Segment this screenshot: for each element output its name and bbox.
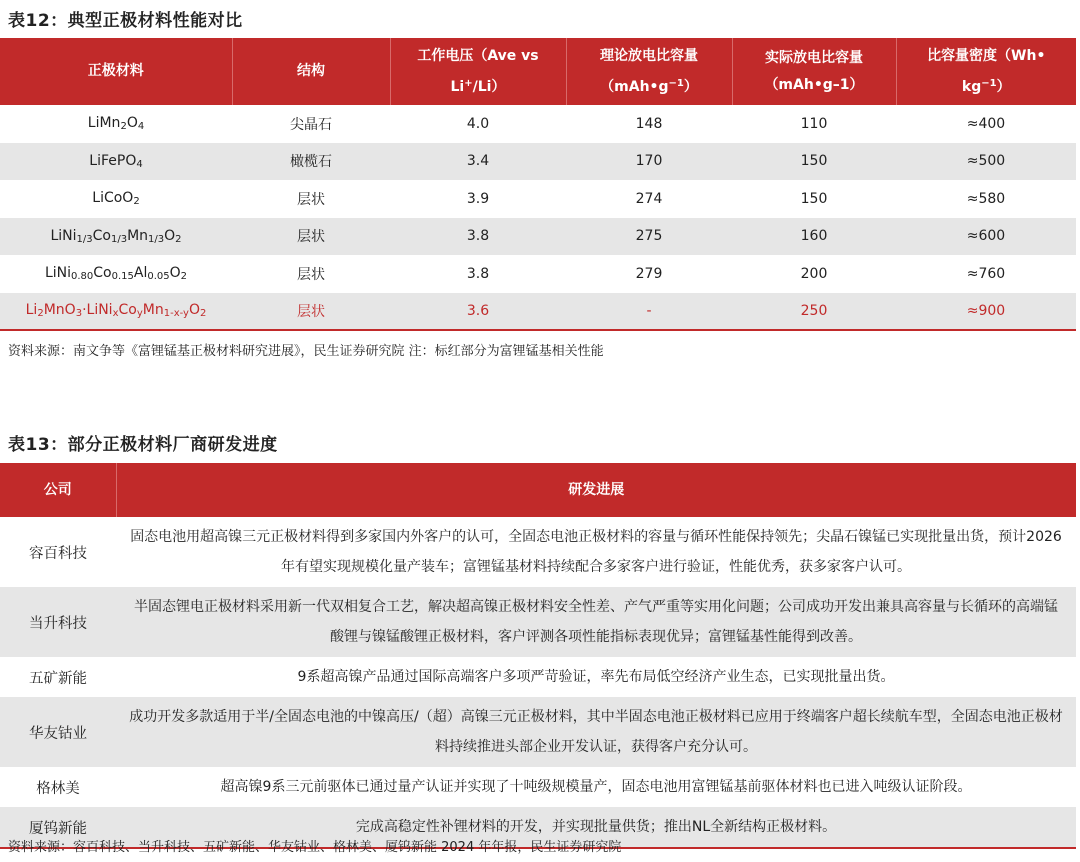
- structure-cell: 尖晶石: [290, 116, 332, 133]
- energy-density-cell: ≈500: [896, 143, 1076, 181]
- energy-density-cell: ≈900: [896, 293, 1076, 331]
- material-formula: $LiNi_{1/3}Co_{1/3}Mn_{1/3}O_2$: [0, 218, 232, 256]
- table-row: [0, 180, 1076, 218]
- table-row: [0, 767, 1076, 807]
- theoretical-capacity-cell: 274: [635, 190, 663, 207]
- progress-cell: 完成高稳定性补锂材料的开发，并实现批量供货；推出NL全新结构正极材料。: [116, 807, 1076, 848]
- material-formula: $LiMn_2O_4$: [87, 115, 145, 133]
- material-formula: LiFePO$_4$: [0, 143, 232, 181]
- header-voltage: 工作电压（Ave vs Li+/Li）: [390, 38, 566, 105]
- table-row: [0, 218, 1076, 256]
- progress-cell: 9系超高镍产品通过国际高端客户多项严苛验证，率先布局低空经济产业生态，已实现批量出货。: [297, 669, 895, 685]
- energy-density-cell: ≈600: [896, 218, 1076, 256]
- table13-source-note: 资料来源：容百科技、当升科技、五矿新能、华友钴业、格林美、厦钨新能 2024 年年报，民生证券研究院: [8, 840, 622, 855]
- table-row: [0, 143, 1076, 181]
- actual-capacity-cell: 150: [800, 190, 828, 207]
- table-row: [0, 105, 1076, 143]
- theoretical-capacity-cell: 170: [566, 143, 732, 181]
- theoretical-capacity-cell: -: [566, 293, 732, 331]
- manufacturer-progress-table: [0, 463, 1076, 849]
- table12-source-note: 资料来源：南文争等《富锂锰基正极材料研究进展》，民生证券研究院 注：标红部分为富锂锰基相关性能: [8, 344, 604, 359]
- actual-capacity-cell: 150: [732, 143, 896, 181]
- progress-cell: 成功开发多款适用于半/全固态电池的中镍高压/（超）高镍三元正极材料，其中半固态电池正极材料已应用于终端客户超长续航车型，全固态电池正极材料持续推进头部企业开发认证，获得客户充分认可。: [116, 697, 1076, 767]
- energy-density-cell: ≈760: [966, 265, 1006, 282]
- actual-capacity-cell: 160: [732, 218, 896, 256]
- structure-cell: 层状: [232, 218, 390, 256]
- progress-cell: 固态电池用超高镍三元正极材料得到多家国内外客户的认可，全固态电池正极材料的容量与循环性能保持领先；尖晶石镍锰已实现批量出货，预计2026年有望实现规模化量产装车；富锂锰基材料持续配合多家客户进行验证，性能优秀，获多家客户认可。: [130, 529, 1062, 575]
- cathode-performance-table: [0, 38, 1076, 331]
- company-cell: 容百科技: [29, 545, 87, 562]
- header-progress: 研发进展: [116, 463, 1076, 517]
- header-material: 正极材料: [0, 38, 232, 105]
- table12-title: 表12：典型正极材料性能对比: [8, 11, 243, 31]
- progress-cell: 超高镍9系三元前驱体已通过量产认证并实现了十吨级规模量产，固态电池用富锂锰基前驱体材料也已进入吨级认证阶段。: [220, 779, 972, 795]
- company-cell: 华友钴业: [0, 697, 116, 767]
- actual-capacity-cell: 110: [800, 115, 828, 132]
- voltage-cell: 3.6: [390, 293, 566, 331]
- voltage-cell: 3.8: [390, 218, 566, 256]
- voltage-cell: 3.8: [466, 265, 490, 282]
- voltage-cell: 3.9: [466, 190, 490, 207]
- structure-cell: 层状: [297, 266, 325, 283]
- table-header-row: [0, 38, 1076, 105]
- structure-cell: 层状: [232, 293, 390, 331]
- material-formula: $LiNi_{0.80}Co_{0.15}Al_{0.05}O_2$: [44, 265, 188, 283]
- structure-cell: 橄榄石: [232, 143, 390, 181]
- table-row-highlighted: [0, 293, 1076, 331]
- theoretical-capacity-cell: 275: [566, 218, 732, 256]
- actual-capacity-cell: 200: [800, 265, 828, 282]
- table-row: [0, 517, 1076, 587]
- company-cell: 五矿新能: [29, 670, 87, 687]
- theoretical-capacity-cell: 148: [635, 115, 663, 132]
- table-header-row: [0, 463, 1076, 517]
- energy-density-cell: ≈580: [966, 190, 1006, 207]
- material-formula: LiCoO$_2$: [92, 190, 140, 208]
- material-formula: $Li_2MnO_3\cdot LiNi_xCo_yMn_{1-x-y}O_2$: [0, 293, 232, 331]
- energy-density-cell: ≈400: [966, 115, 1006, 132]
- header-company: 公司: [0, 463, 116, 517]
- header-structure: 结构: [232, 38, 390, 105]
- company-cell: 厦钨新能: [0, 807, 116, 848]
- table-row: [0, 587, 1076, 657]
- table-row: [0, 255, 1076, 293]
- voltage-cell: 4.0: [466, 115, 490, 132]
- progress-cell: 半固态锂电正极材料采用新一代双相复合工艺，解决超高镍正极材料安全性差、产气严重等实用化问题；公司成功开发出兼具高容量与长循环的高端锰酸锂与镍锰酸锂正极材料，客户评测各项性能指标表现优异；富锂锰基性能得到改善。: [116, 587, 1076, 657]
- table13-title: 表13：部分正极材料厂商研发进度: [8, 435, 278, 455]
- company-cell: 当升科技: [0, 587, 116, 657]
- theoretical-capacity-cell: 279: [635, 265, 663, 282]
- actual-capacity-cell: 250: [732, 293, 896, 331]
- header-energy-density: 比容量密度（Wh• $kg^{-1}$）: [896, 38, 1076, 105]
- company-cell: 格林美: [36, 780, 80, 797]
- header-actual-capacity: 实际放电比容量 （mAh•g–1）: [732, 38, 896, 105]
- table-row: [0, 697, 1076, 767]
- structure-cell: 层状: [297, 191, 325, 208]
- voltage-cell: 3.4: [390, 143, 566, 181]
- header-theoretical-capacity: 理论放电比容量 $(mAh•g^{-1})$: [566, 38, 732, 105]
- table-row: [0, 657, 1076, 697]
